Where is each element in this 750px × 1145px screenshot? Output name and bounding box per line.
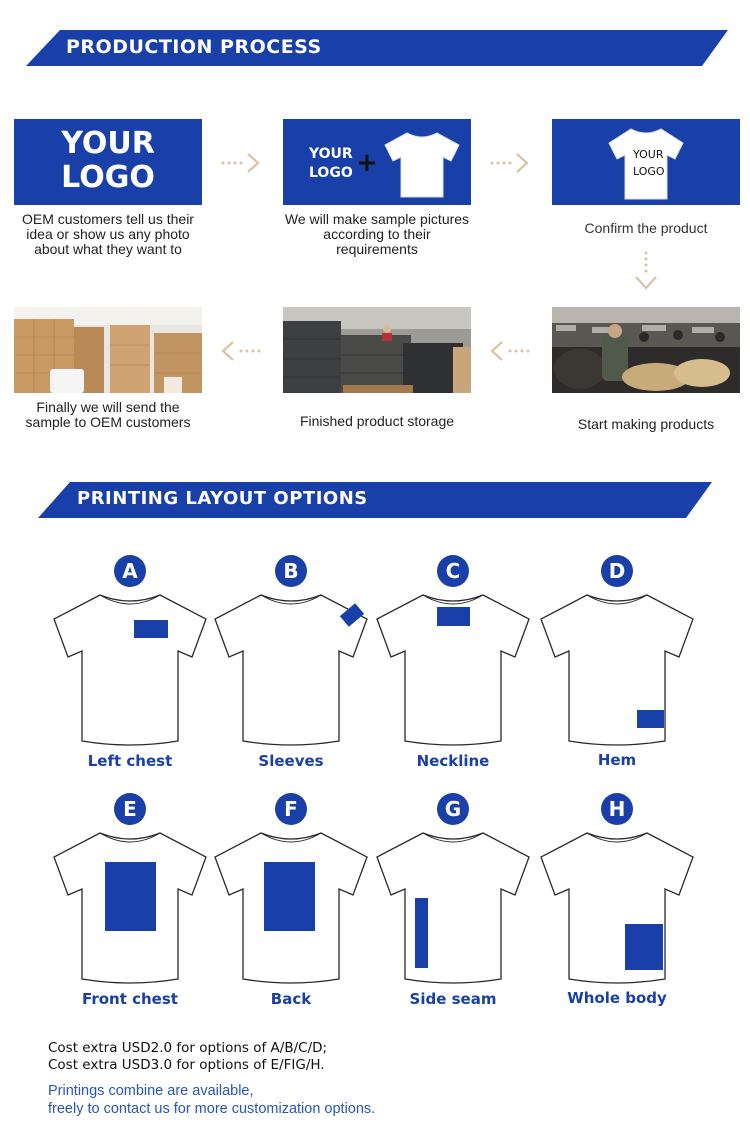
info-note-contact: freely to contact us for more customization options. [48, 1101, 376, 1117]
option-label: Hem [597, 751, 637, 769]
section-title: PRODUCTION PROCESS [66, 36, 322, 58]
arrow-right-icon [221, 152, 261, 174]
tshirt-outline-icon [373, 829, 533, 989]
print-area [134, 620, 168, 638]
step-caption-sample: We will make sample pictures according to their requirements [284, 211, 470, 257]
tshirt-outline-icon [537, 591, 697, 751]
print-area [625, 924, 663, 970]
info-note-combine: Printings combine are available, [48, 1083, 254, 1099]
option-label: Left chest [87, 752, 173, 770]
warehouse-photo [14, 307, 202, 393]
option-letter-badge: A [114, 555, 146, 587]
section-title: PRINTING LAYOUT OPTIONS [77, 488, 368, 509]
plus-icon: + [356, 148, 378, 178]
step-caption-send: Finally we will send the sample to OEM customers [25, 399, 191, 430]
your-logo-shirt-text: YOUR LOGO [633, 148, 665, 178]
tshirt-outline-icon [50, 591, 210, 751]
your-logo-small-text: YOUR LOGO [309, 146, 353, 181]
your-logo-text: YOUR LOGO [61, 126, 155, 195]
production-process-banner [26, 30, 728, 66]
sample-picture-box [283, 119, 471, 205]
print-area [437, 607, 470, 626]
option-label: Front chest [82, 990, 178, 1008]
step-caption-confirm: Confirm the product [584, 220, 708, 236]
arrow-left-icon [221, 340, 261, 362]
option-letter-badge: E [114, 793, 146, 825]
printing-layout-banner [38, 482, 712, 518]
option-label: Back [270, 990, 312, 1008]
arrow-right-icon [490, 152, 530, 174]
tshirt-outline-icon [50, 829, 210, 989]
option-letter-badge: G [437, 793, 469, 825]
option-letter-badge: F [275, 793, 307, 825]
option-label: Neckline [416, 752, 490, 770]
storage-photo [283, 307, 471, 393]
cost-note-efgh: Cost extra USD3.0 for options of E/FIG/H. [48, 1057, 325, 1073]
option-letter-badge: C [437, 555, 469, 587]
option-label: Whole body [567, 989, 667, 1007]
tshirt-outline-icon [373, 591, 533, 751]
tshirt-outline-icon [211, 829, 371, 989]
print-area [105, 862, 156, 931]
print-area [264, 862, 315, 931]
option-label: Side seam [409, 990, 497, 1008]
print-area [415, 898, 428, 968]
confirm-product-box [552, 119, 740, 205]
cost-note-abcd: Cost extra USD2.0 for options of A/B/C/D; [48, 1040, 328, 1056]
option-letter-badge: D [601, 555, 633, 587]
print-area [637, 710, 664, 728]
tshirt-icon [383, 129, 461, 199]
step-caption-storage: Finished product storage [299, 413, 455, 429]
your-logo-box [14, 119, 202, 205]
tshirt-outline-icon [211, 591, 371, 751]
factory-photo [552, 307, 740, 393]
step-caption-making: Start making products [577, 416, 715, 432]
option-letter-badge: B [275, 555, 307, 587]
step-caption-idea: OEM customers tell us their idea or show us any photo about what they want to [22, 211, 194, 257]
option-label: Sleeves [258, 752, 324, 770]
option-letter-badge: H [601, 793, 633, 825]
tshirt-outline-icon [537, 829, 697, 989]
arrow-left-icon [490, 340, 530, 362]
arrow-down-icon [634, 251, 658, 291]
